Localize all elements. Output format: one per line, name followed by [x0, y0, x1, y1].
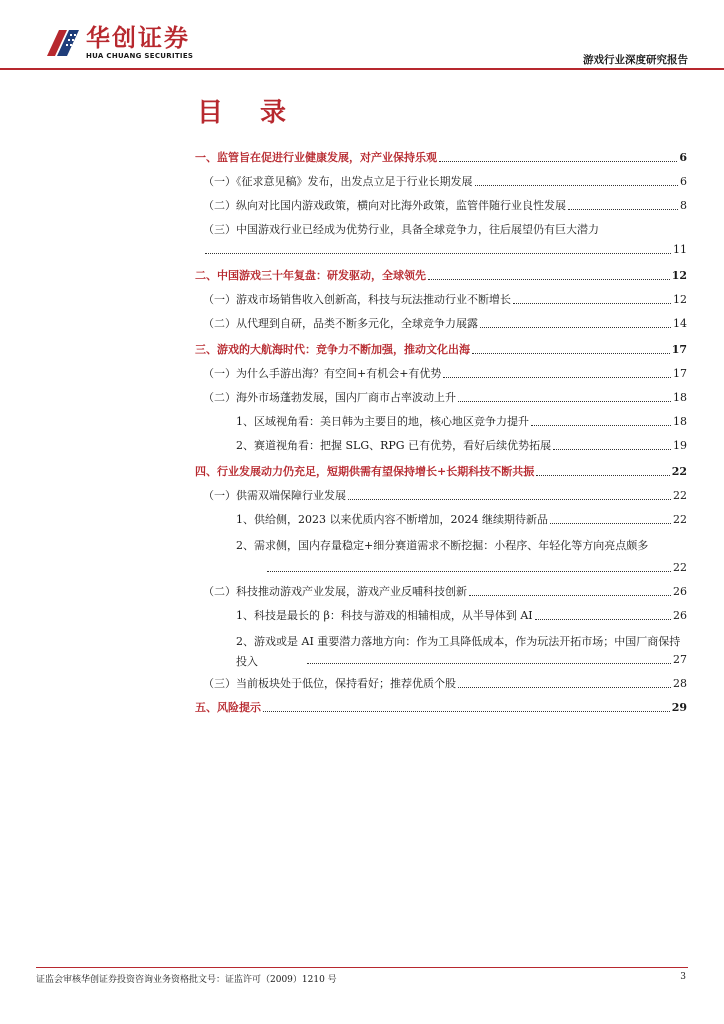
toc-entry-label: 四、行业发展动力仍充足，短期供需有望保持增长+长期科技不断共振: [195, 465, 535, 478]
toc-entry-page: 6: [680, 175, 687, 188]
toc-entry-label: （一）供需双端保障行业发展: [203, 489, 346, 502]
leader-dots: [205, 253, 671, 254]
toc-entry[interactable]: [195, 316, 687, 332]
leader-dots: [550, 523, 671, 524]
toc-entry-page: 18: [673, 415, 687, 428]
leader-dots: [469, 595, 671, 596]
toc-entry-page: 22: [671, 465, 687, 478]
leader-dots: [307, 663, 671, 664]
toc-entry-section-2[interactable]: [195, 268, 687, 284]
leader-dots: [472, 353, 670, 354]
toc-entry[interactable]: [195, 608, 687, 624]
toc-entry-label: 2、赛道视角看：把握 SLG、RPG 已有优势，看好后续优势拓展: [236, 439, 552, 452]
leader-dots: [263, 711, 670, 712]
toc-entry-section-1[interactable]: [195, 150, 687, 166]
toc-entry-label: （二）科技推动游戏产业发展，游戏产业反哺科技创新: [203, 585, 467, 598]
toc-entry-label: 1、科技是最长的 β：科技与游戏的相辅相成，从半导体到 AI: [236, 609, 533, 622]
toc-entry-section-3[interactable]: [195, 342, 687, 358]
toc-entry-page: 26: [673, 585, 687, 598]
leader-dots: [480, 327, 671, 328]
toc-entry[interactable]: [195, 438, 687, 454]
toc-entry[interactable]: [195, 414, 687, 430]
toc-entry-page: 28: [673, 677, 687, 690]
toc-entry-page: 19: [673, 439, 687, 452]
toc-entry[interactable]: [195, 174, 687, 190]
leader-dots: [443, 377, 671, 378]
toc-entry-continuation: [265, 560, 687, 576]
logo-icon: [45, 26, 81, 60]
toc-entry-page: 29: [671, 701, 687, 714]
footer-license: 证监会审核华创证券投资咨询业务资格批文号：证监许可（2009）1210 号: [36, 975, 337, 985]
toc-entry-label[interactable]: 2、需求侧，国内存量稳定+细分赛道需求不断挖掘：小程序、年轻化等方向亮点颇多: [236, 539, 649, 552]
toc-entry-page: 12: [671, 269, 687, 282]
toc-entry-label: 1、区域视角看：美日韩为主要目的地，核心地区竞争力提升: [236, 415, 529, 428]
toc-title: 目 录: [197, 98, 301, 128]
leader-dots: [458, 401, 671, 402]
toc-entry-page: 6: [679, 151, 687, 164]
logo-subtext: HUA CHUANG SECURITIES: [86, 52, 194, 60]
toc-entry[interactable]: [195, 366, 687, 382]
toc-entry-label: 二、中国游戏三十年复盘：研发驱动，全球领先: [195, 269, 426, 282]
toc-entry[interactable]: [195, 512, 687, 528]
toc-entry-page: 18: [673, 391, 687, 404]
leader-dots: [536, 475, 669, 476]
toc-entry[interactable]: [195, 676, 687, 692]
leader-dots: [348, 499, 671, 500]
toc-entry-page: 8: [680, 199, 687, 212]
toc-entry-label[interactable]: （三）中国游戏行业已经成为优势行业，具备全球竞争力，往后展望仍有巨大潜力: [203, 223, 599, 236]
toc-entry-continuation: [203, 242, 687, 258]
toc-entry-label: 五、风险提示: [195, 701, 261, 714]
toc-entry-label: （二）从代理到自研，品类不断多元化，全球竞争力展露: [203, 317, 478, 330]
toc-entry-label: 三、游戏的大航海时代：竞争力不断加强，推动文化出海: [195, 343, 470, 356]
toc-entry[interactable]: [195, 488, 687, 504]
toc-entry-label: （二）纵向对比国内游戏政策，横向对比海外政策，监管伴随行业良性发展: [203, 199, 566, 212]
logo-text: 华创证券: [86, 24, 190, 52]
page-header: [0, 0, 724, 72]
toc-entry-label: （二）海外市场蓬勃发展，国内厂商市占率波动上升: [203, 391, 456, 404]
header-divider: [0, 68, 724, 70]
leader-dots: [267, 571, 671, 572]
toc-entry-label: （三）当前板块处于低位，保持看好；推荐优质个股: [203, 677, 456, 690]
leader-dots: [568, 209, 678, 210]
toc-entry[interactable]: [195, 390, 687, 406]
leader-dots: [535, 619, 671, 620]
toc-entry-label: （一）为什么手游出海？有空间+有机会+有优势: [203, 367, 442, 380]
toc-entry[interactable]: [195, 198, 687, 214]
toc-entry-page: 14: [673, 317, 687, 330]
toc-entry-page: 22: [673, 561, 687, 574]
leader-dots: [513, 303, 671, 304]
toc-entry-page: 22: [673, 513, 687, 526]
toc-entry-continuation: [305, 652, 687, 668]
toc-entry-page: 17: [673, 367, 687, 380]
leader-dots: [475, 185, 679, 186]
page-number: 3: [680, 972, 686, 982]
toc-entry-section-5[interactable]: [195, 700, 687, 716]
toc-entry-section-4[interactable]: [195, 464, 687, 480]
leader-dots: [428, 279, 670, 280]
toc-entry-page: 17: [671, 343, 687, 356]
leader-dots: [553, 449, 671, 450]
toc-entry[interactable]: [195, 584, 687, 600]
toc-entry-label: （一）《征求意见稿》发布，出发点立足于行业长期发展: [203, 175, 473, 188]
toc-entry-label: 一、监管旨在促进行业健康发展，对产业保持乐观: [195, 151, 437, 164]
footer-divider: [36, 967, 688, 968]
leader-dots: [458, 687, 671, 688]
toc-entry-page: 11: [673, 243, 687, 256]
toc-entry-page: 27: [673, 653, 687, 666]
toc-entry-page: 12: [673, 293, 687, 306]
leader-dots: [531, 425, 671, 426]
report-type: 游戏行业深度研究报告: [583, 54, 688, 66]
toc-entry[interactable]: [195, 292, 687, 308]
leader-dots: [439, 161, 677, 162]
toc-entry-page: 22: [673, 489, 687, 502]
toc-entry-label[interactable]: 2、游戏或是 AI 重要潜力落地方向：作为工具降低成本，作为玩法开拓市场；中国厂商保持投入: [236, 635, 681, 668]
toc-entry-page: 26: [673, 609, 687, 622]
toc-entry-label: 1、供给侧，2023 以来优质内容不断增加，2024 继续期待新品: [236, 513, 548, 526]
toc-entry-label: （一）游戏市场销售收入创新高，科技与玩法推动行业不断增长: [203, 293, 511, 306]
